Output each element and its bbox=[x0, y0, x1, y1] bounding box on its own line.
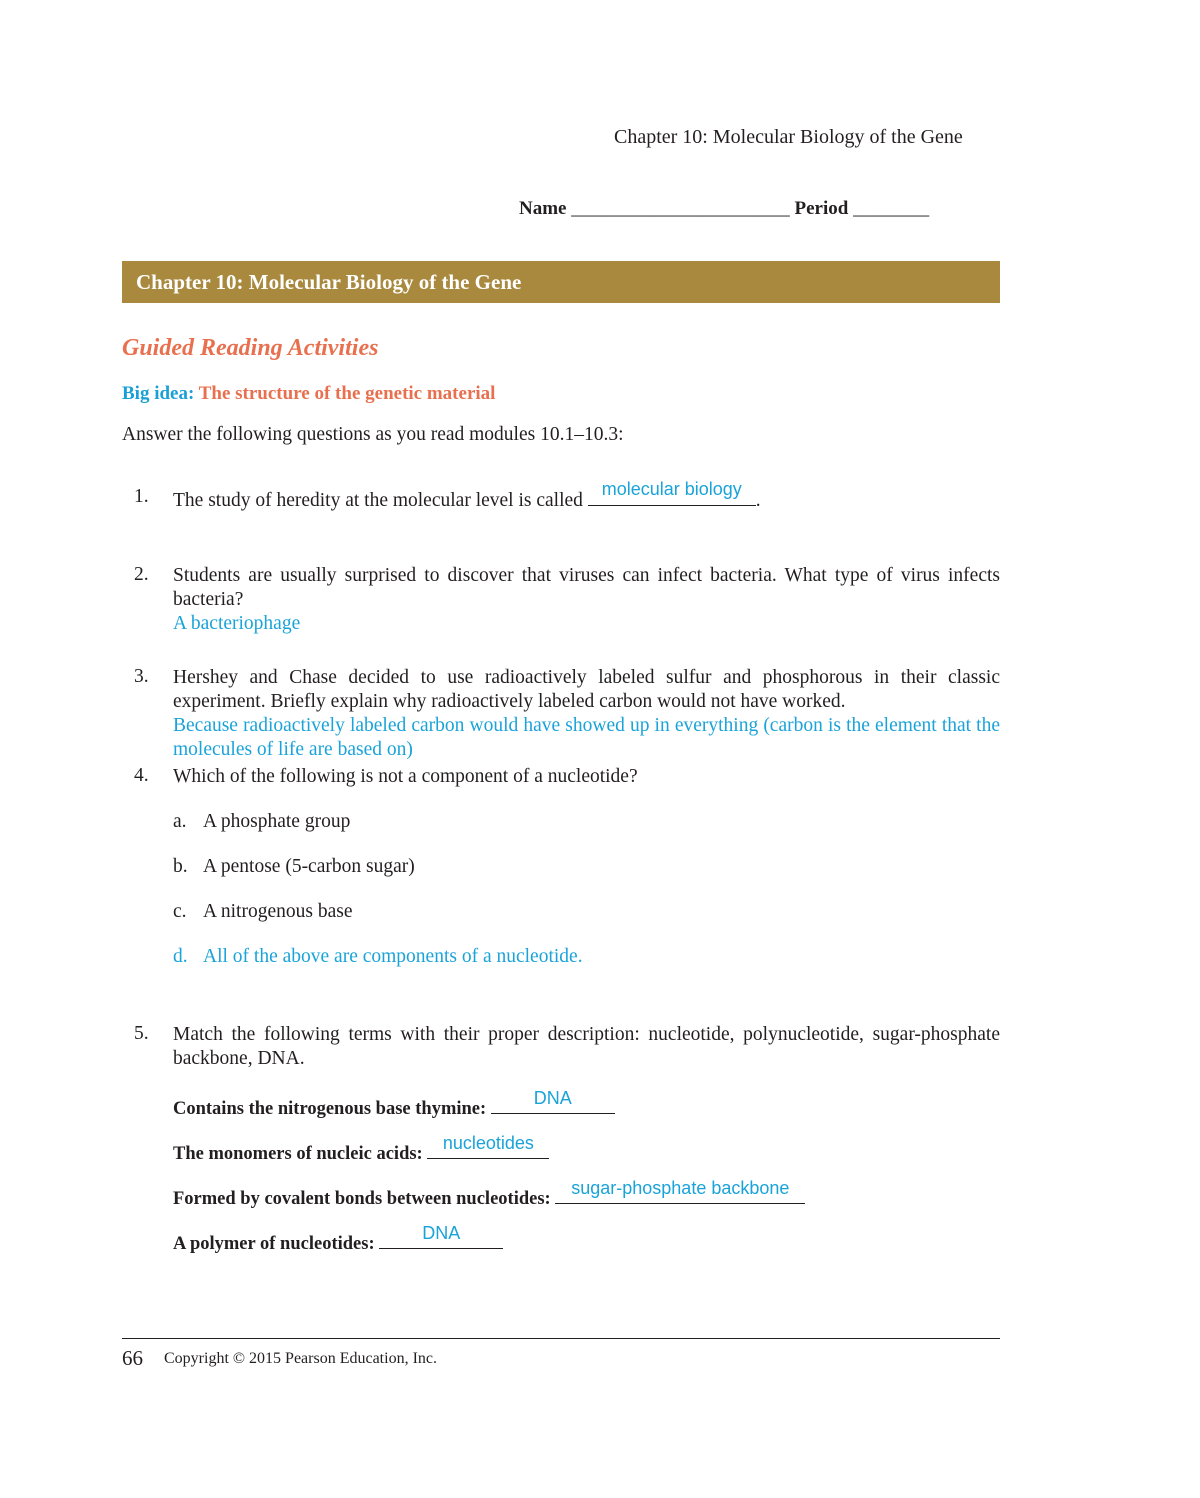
name-period-line bbox=[519, 198, 929, 220]
match-prompt: A polymer of nucleotides: bbox=[173, 1234, 375, 1254]
match-row bbox=[173, 1223, 503, 1255]
match-answer: DNA bbox=[533, 1088, 572, 1108]
question-number: 4. bbox=[134, 765, 149, 786]
match-answer-blank[interactable] bbox=[491, 1088, 615, 1114]
match-row bbox=[173, 1133, 549, 1165]
option-b[interactable]: A pentose (5-carbon sugar) bbox=[203, 856, 415, 877]
name-field[interactable]: _______________________ bbox=[571, 198, 790, 219]
period-label: Period bbox=[794, 198, 849, 219]
match-answer: nucleotides bbox=[442, 1133, 534, 1153]
big-idea-text: The structure of the genetic material bbox=[198, 383, 496, 404]
big-idea bbox=[122, 383, 495, 405]
option-letter: b. bbox=[173, 856, 188, 877]
match-answer: sugar-phosphate backbone bbox=[571, 1178, 790, 1198]
option-letter: c. bbox=[173, 901, 187, 922]
question-2-text: Students are usually surprised to discover that viruses can infect bacteria. What type of virus infects bacteria? bbox=[173, 565, 1000, 610]
question-4-text: Which of the following is not a component of a nucleotide? bbox=[173, 766, 638, 787]
option-letter: a. bbox=[173, 811, 187, 832]
match-answer-blank[interactable] bbox=[555, 1178, 805, 1204]
question-1-answer: molecular biology bbox=[601, 479, 742, 499]
question-1-suffix: . bbox=[755, 490, 761, 511]
match-row bbox=[173, 1178, 805, 1210]
option-c[interactable]: A nitrogenous base bbox=[203, 901, 353, 922]
big-idea-label: Big idea: bbox=[122, 383, 195, 404]
section-title: Guided Reading Activities bbox=[122, 335, 379, 361]
page-number: 66 bbox=[122, 1346, 143, 1370]
running-header: Chapter 10: Molecular Biology of the Gene bbox=[614, 126, 963, 148]
option-letter: d. bbox=[173, 946, 188, 967]
match-answer: DNA bbox=[422, 1223, 461, 1243]
copyright-notice: Copyright © 2015 Pearson Education, Inc. bbox=[164, 1350, 437, 1367]
period-field[interactable]: ________ bbox=[853, 198, 930, 219]
chapter-banner-title: Chapter 10: Molecular Biology of the Gene bbox=[136, 270, 522, 294]
question-1-text: The study of heredity at the molecular level is called bbox=[173, 490, 583, 511]
question-5-text: Match the following terms with their proper description: nucleotide, polynucleotide, sugar-phosphate backbone, DNA. bbox=[173, 1024, 1000, 1069]
question-number: 5. bbox=[134, 1023, 149, 1044]
match-prompt: Formed by covalent bonds between nucleotides: bbox=[173, 1189, 551, 1209]
question-number: 2. bbox=[134, 564, 149, 585]
question-1 bbox=[173, 479, 1000, 513]
footer-divider bbox=[122, 1338, 1000, 1339]
question-1-answer-blank[interactable] bbox=[588, 479, 756, 506]
match-prompt: The monomers of nucleic acids: bbox=[173, 1144, 423, 1164]
match-prompt: Contains the nitrogenous base thymine: bbox=[173, 1099, 487, 1119]
name-label: Name bbox=[519, 198, 567, 219]
match-answer-blank[interactable] bbox=[427, 1133, 549, 1159]
question-3-answer[interactable]: Because radioactively labeled carbon would have showed up in everything (carbon is the element that the molecules of life are based on) bbox=[173, 715, 1000, 760]
match-answer-blank[interactable] bbox=[379, 1223, 503, 1249]
question-number: 3. bbox=[134, 666, 149, 687]
instructions: Answer the following questions as you read modules 10.1–10.3: bbox=[122, 424, 624, 445]
question-2-answer[interactable]: A bacteriophage bbox=[173, 613, 301, 634]
question-3-text: Hershey and Chase decided to use radioactively labeled sulfur and phosphorous in their classic experiment. Briefly explain why radioactively labeled carbon would not have worked. bbox=[173, 667, 1000, 712]
chapter-banner bbox=[122, 261, 1000, 303]
option-a[interactable]: A phosphate group bbox=[203, 811, 351, 832]
question-number: 1. bbox=[134, 486, 149, 507]
match-row bbox=[173, 1088, 615, 1120]
option-d-selected-answer[interactable]: All of the above are components of a nucleotide. bbox=[203, 946, 583, 967]
